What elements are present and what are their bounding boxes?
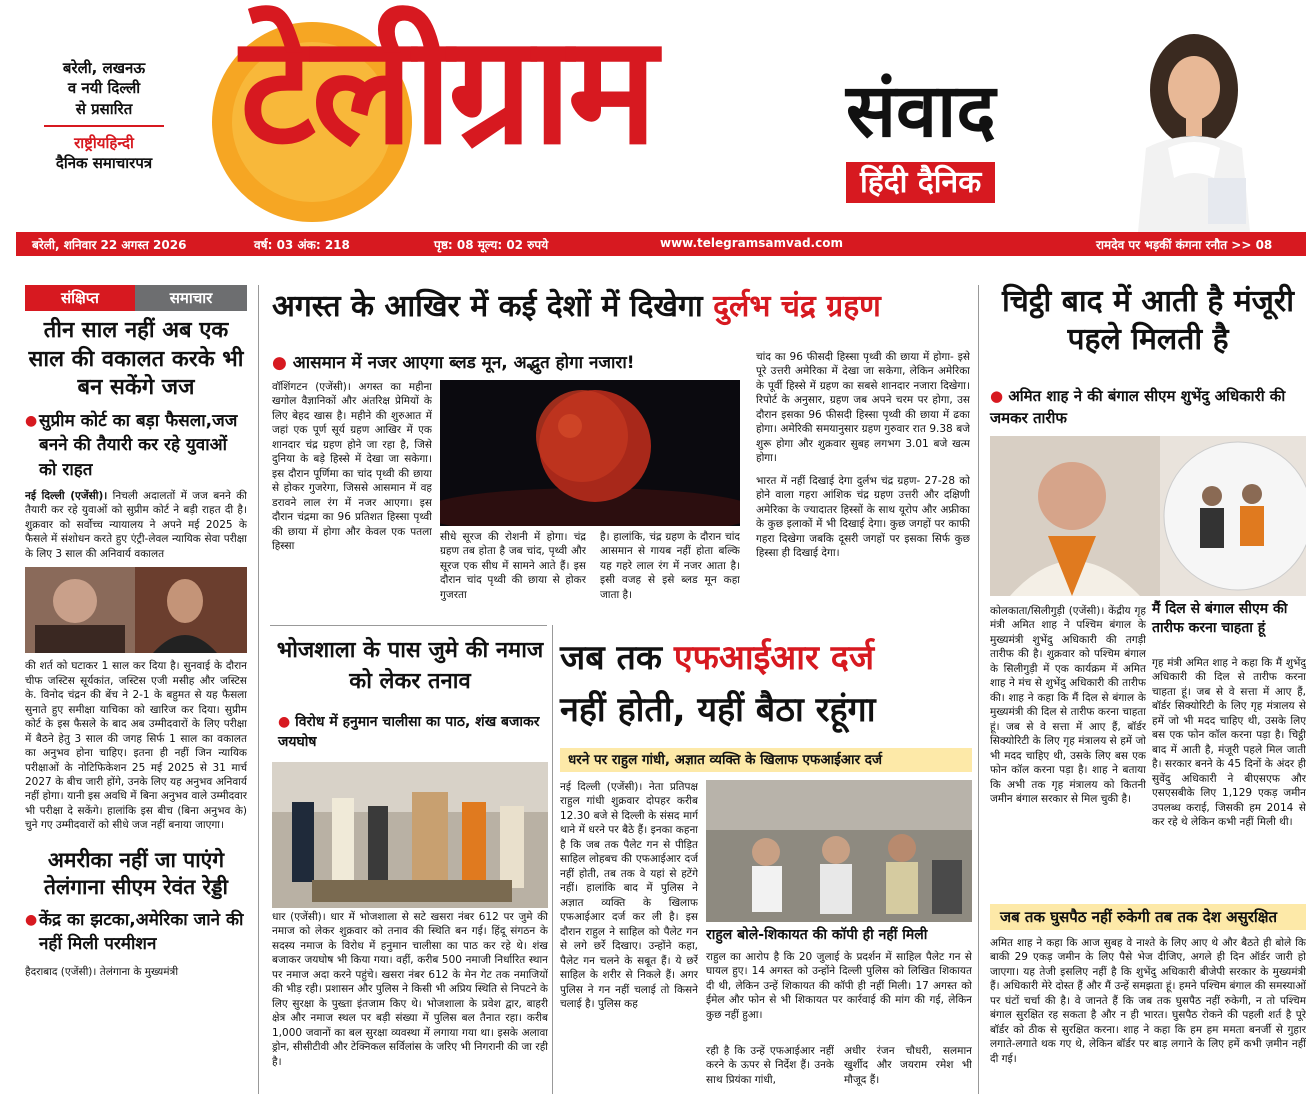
column-divider bbox=[258, 285, 259, 1094]
bullet-icon: ● bbox=[25, 412, 38, 429]
rahul-inset-text: राहुल का आरोप है कि 20 जुलाई के प्रदर्शन में साहिल पैलेट गन से घायल हुए। 14 अगस्त को उन्होंने दिल्ली पुलिस को लिखित शिकायत दी थी, लेकिन उन्हें शिकायत की कॉपी ही नहीं मिली। 17 अगस्त को ईमेल और फोन से भी शिकायत पर कार्रवाई की मांग की गई, लेकिन कुछ नहीं हुआ। bbox=[706, 951, 972, 1021]
bullet-icon: ● bbox=[990, 387, 1004, 405]
shah-col-1: कोलकाता/सिलीगुड़ी (एजेंसी)। केंद्रीय गृह मंत्री अमित शाह ने पश्चिम बंगाल के मुख्यमंत्री शुभेंदु अधिकारी की तगड़ी तारीफ की है। शुक्रवार को पश्चिम बंगाल के सिलीगुड़ी में एक कार्यक्रम में अमित शाह ने मंच से शुभेंदु अधिकारी की तारीफ की। शाह ने कहा कि मैं दिल से बंगाल के मुख्यमंत्री की दिल से तारीफ करना चाहता हूं। जब से वे सत्ता में आए हैं, बॉर्डर सिक्योरिटी के लिए गृह मंत्रालय से हमें जो भी मदद चाहिए थी, उसके लिए बस एक फोन कॉल करना पड़ा है। शाह ने बताया कि अभी तक गृह मंत्रालय को कितनी जमीन बंगाल सरकार से मिल चुकी है। bbox=[990, 605, 1146, 806]
bhojshala-body: धार (एजेंसी)। धार में भोजशाला से सटे खसरा नंबर 612 पर जुमे की नमाज को लेकर शुक्रवार को तनाव की स्थिति बन गई। हिंदू संगठन के सदस्य नमाज के विरोध में हनुमान चालीसा का पाठ कर रहे थे। शंख बजाकर जयघोष भी किया गया। वहीं, करीब 500 नमाजी निर्धारित स्थान पर नमाज अदा करने पहुंचे। खसरा नंबर 612 के मेन गेट तक नमाजियों की भीड़ रही। प्रशासन और पुलिस ने किसी भी अप्रिय स्थिति से निपटने के लिए सुरक्षा के पुख्ता इंतजाम किए थे। भोजशाला के प्रवेश द्वार, बाहरी क्षेत्र और नमाज स्थल पर बड़ी संख्या में पुलिस बल तैनात रहा। करीब 1,000 जवानों का बल सुरक्षा व्यवस्था में लगाया गया था। इसके अलावा ड्रोन, सीसीटीवी और टेक्निकल सर्विलांस के जरिए भी निगरानी की जा रही है। bbox=[272, 911, 548, 1068]
pages-price: पृष्ठ: 08 मूल्य: 02 रुपये bbox=[434, 238, 549, 252]
rahul-headline-line1 bbox=[560, 640, 874, 677]
national-line-2: दैनिक समाचारपत्र bbox=[55, 154, 153, 172]
story-headline: तीन साल नहीं अब एक साल की वकालत करके भी बन सकेंगे जज bbox=[28, 318, 244, 401]
rahul-protest-photo-image bbox=[706, 780, 972, 922]
column-divider bbox=[978, 285, 979, 1094]
broadcast-line-3: से प्रसारित bbox=[75, 99, 133, 118]
divider bbox=[44, 125, 164, 127]
shah-bullet bbox=[990, 386, 1306, 430]
bullet-text: अमित शाह ने की बंगाल सीएम शुभेंदु अधिकारी की जमकर तारीफ bbox=[990, 387, 1286, 427]
inside-teaser[interactable]: रामदेव पर भड़कीं कंगना रनौत >> 08 bbox=[1096, 238, 1273, 252]
bullet-icon: ● bbox=[278, 714, 291, 730]
shah-col-2: गृह मंत्री अमित शाह ने कहा कि मैं शुभेंदु अधिकारी की दिल से तारीफ करना चाहता हूं। जब से वे सत्ता में आए हैं, बॉर्डर सिक्योरिटी के लिए गृह मंत्रालय से हमें जो भी मदद चाहिए थी, उसके लिए बस एक फोन कॉल करना पड़ा है। चिट्ठी बाद में आती है, मंजूरी पहले मिल जाती है। सरकार बनने के 45 दिनों के अंदर ही सुवेंदु अधिकारी ने बीएसएफ और एसएसबीके लिए 1,129 एकड़ जमीन उपलब्ध कराई, जिसकी हम 2014 से कर रहे थे लेकिन कभी नहीं मिली थी। bbox=[1152, 657, 1306, 829]
rahul-col-2: रही है कि उन्हें एफआईआर नहीं करने के ऊपर से निर्देश हैं। उनके साथ प्रियंका गांधी, bbox=[706, 1045, 834, 1086]
shah-box-text: अमित शाह ने कहा कि आज सुबह वे नाश्ते के लिए आए थे और बैठते ही बोले कि बाकी 29 एकड़ जमीन के लिए पैसे भेज दीजिए, अगले ही दिन ऑर्डर जारी हो जाएगा। यह तेजी इसलिए नहीं है कि शुभेंदु अधिकारी बीजेपी सरकार के मुख्यमंत्री हैं। अधिकारी मेरे दोस्त हैं और मैं उन्हें समझता हूं। हमने पश्चिम बंगाल की समस्याओं पर घंटों चर्चा की है। वे जानते हैं कि जब तक घुसपैठ नहीं रुकेगी, न तो पश्चिम बंगाल सुरक्षित रह सकता है और न ही भारत। घुसपैठ रोकने की पहली शर्त है पूरे बॉर्डर को ठीक से सुरक्षित करना। शाह ने कहा कि हम हम ममता बनर्जी से गुहार लगाते-लगाते थक गए थे, लेकिन बॉर्डर पर बाड़ लगाने के लिए हमें कभी ज़मीन नहीं दी गई। bbox=[990, 937, 1306, 1065]
tab-brief: संक्षिप्त bbox=[25, 285, 135, 311]
eclipse-col-4 bbox=[756, 350, 970, 612]
bhojshala-bullet bbox=[278, 712, 548, 753]
kangana-portrait-image bbox=[1128, 28, 1260, 232]
tab-news: समाचार bbox=[135, 285, 247, 311]
headline-part-black: जब तक bbox=[560, 638, 662, 678]
rahul-inset-headline: राहुल बोले-शिकायत की कॉपी ही नहीं मिली bbox=[706, 927, 928, 943]
place-date: बरेली, शनिवार 22 अगस्त 2026 bbox=[32, 238, 187, 252]
eclipse-bullet bbox=[272, 350, 635, 373]
bullet-icon: ● bbox=[272, 353, 287, 373]
bullet-text: विरोध में हनुमान चालीसा का पाठ, शंख बजाकर जयघोष bbox=[278, 714, 540, 751]
masthead bbox=[0, 0, 1315, 232]
rahul-col-3: अधीर रंजन चौधरी, सलमान खुर्शीद और जयराम रमेश भी मौजूद हैं। bbox=[844, 1045, 972, 1086]
info-strip bbox=[16, 232, 1306, 256]
rahul-headline-line2: नहीं होती, यहीं बैठा रहूंगा bbox=[560, 690, 876, 730]
shah-box-headline: जब तक घुसपैठ नहीं रुकेगी तब तक देश असुरक्षित bbox=[990, 904, 1306, 930]
shah-subhead: मैं दिल से बंगाल सीएम की तारीफ करना चाहता हूं bbox=[1152, 601, 1288, 636]
eclipse-col-3: है। हालांकि, चंद्र ग्रहण के दौरान चांद आसमान से गायब नहीं होता बल्कि यह गहरे लाल रंग में नजर आता है। इसी वजह से इसे ब्लड मून कहा जाता है। bbox=[600, 531, 740, 601]
brand-suffix: संवाद bbox=[846, 68, 996, 154]
story-subhead bbox=[25, 409, 247, 483]
rahul-col-1: नई दिल्ली (एजेंसी)। नेता प्रतिपक्ष राहुल गांधी शुक्रवार दोपहर करीब 12.30 बजे से दिल्ली के संसद मार्ग थाने में धरने पर बैठे हैं। इनका कहना है कि जब तक पैलेट गन से पीड़ित साहिल लोहबच की एफआईआर दर्ज नहीं होती, तब तक वे यहां से हटेंगे नहीं। हालांकि बाद में पुलिस ने अज्ञात व्यक्ति के खिलाफ एफआईआर दर्ज कर ली है। इस दौरान राहुल ने साहिल को पैलेट गन से लगे छर्रे दिखाए। उन्होंने कहा, पैलेट गन चलने के सबूत हैं। ये छर्रे साहिल के शरीर से निकले हैं। अगर पुलिस ने गन नहीं चलाई तो किसने चलाई है। पुलिस कह bbox=[560, 781, 698, 1011]
broadcast-line-2: व नयी दिल्ली bbox=[67, 79, 141, 98]
website-link[interactable]: www.telegramsamvad.com bbox=[660, 236, 843, 250]
eclipse-visibility-text: चांद का 96 फीसदी हिस्सा पृथ्वी की छाया में होगा- इसे पूरे उत्तरी अमेरिका में देखा जा सकेगा, लेकिन अमेरिका के पूर्वी हिस्से में ग्रहण का सबसे शानदार नजारा दिखेगा। रिपोर्ट के अनुसार, ग्रहण जब अपने चरम पर होगा, उस दौरान इसका 96 फीसदी हिस्सा पृथ्वी की छाया में ढका होगा। अमेरिकी समयानुसार ग्रहण गुरुवार रात 9.38 बजे शुरू होगा और शुक्रवार सुबह लगभग 3.01 बजे खत्म होगा। bbox=[756, 351, 970, 465]
bullet-icon: ● bbox=[25, 911, 38, 928]
brand-title: टेलीग्राम bbox=[240, 4, 654, 178]
eclipse-india-text: भारत में नहीं दिखाई देगा दुर्लभ चंद्र ग्रहण- 27-28 को होने वाला गहरा आंशिक चंद्र ग्रहण उत्तरी और दक्षिणी अमेरिका के ज्यादातर हिस्सों के साथ यूरोप और अफ्रीका के कुछ इलाकों में भी दिखाई देगा। कुछ जगहों पर काफी गहरा दिखेगा जबकि दूसरी जगहों पर इसका सिर्फ कुछ हिस्सा ही दिखाई देगा। bbox=[756, 474, 970, 560]
column-divider bbox=[552, 625, 553, 1094]
broadcast-line-1: बरेली, लखनऊ bbox=[62, 59, 146, 77]
section-rule bbox=[270, 625, 547, 626]
body-text: निचली अदालतों में जज बनने की तैयारी कर रहे युवाओं को सुप्रीम कोर्ट ने बड़ी राहत दी है। शुक्रवार को सर्वोच्च न्यायालय ने अपने मई 2025 के फैसले में संशोधन करते हुए एंट्री-लेवल न्यायिक सेवा परीक्षा के लिए 3 साल की अनिवार्य वकालत bbox=[25, 489, 247, 560]
headline-part-black: अगस्त के आखिर में कई देशों में दिखेगा bbox=[272, 289, 703, 324]
bhojshala-crowd-photo-image bbox=[272, 762, 548, 908]
story-subhead-2 bbox=[25, 908, 247, 957]
story-body bbox=[25, 489, 247, 561]
volume-issue: वर्ष: 03 अंक: 218 bbox=[254, 238, 350, 252]
shah-headline: चिट्ठी बाद में आती है मंजूरी पहले मिलती है bbox=[1002, 284, 1294, 357]
rahul-strapline: धरने पर राहुल गांधी, अज्ञात व्यक्ति के खिलाफ एफआईआर दर्ज bbox=[560, 748, 972, 772]
dateline: नई दिल्ली (एजेंसी)। bbox=[25, 489, 108, 502]
bullet-text: आसमान में नजर आएगा ब्लड मून, अद्भुत होगा नजारा! bbox=[292, 353, 635, 373]
broadcast-info bbox=[34, 58, 174, 173]
subhead-text: केंद्र का झटका,अमेरिका जाने की नहीं मिली परमीशन bbox=[39, 909, 244, 955]
eclipse-headline bbox=[272, 290, 881, 323]
story-headline-2: अमरीका नहीं जा पाएंगे तेलंगाना सीएम रेवंत रेड्डी bbox=[44, 847, 228, 900]
eclipse-col-1: वॉशिंगटन (एजेंसी)। अगस्त का महीना खगोल वैज्ञानिकों और अंतरिक्ष प्रेमियों के लिए बेहद खास है। महीने की शुरुआत में जहां एक पूर्ण सूर्य ग्रहण आखिर में एक शानदार चंद्र ग्रहण होने जा रहा है, जिसे दुनिया के बड़े हिस्से में देखा जा सकेगा। इस दौरान पूर्णिमा का चांद पृथ्वी की छाया से होकर गुजरेगा, जिससे आसमान में वह डरावने लाल रंग में नजर आएगा। इस दौरान चंद्रमा का 96 प्रतिशत हिस्सा पृथ्वी की छाया में होगा और केवल एक पतला हिस्सा bbox=[272, 381, 432, 553]
daily-label: हिंदी दैनिक bbox=[846, 162, 995, 203]
headline-part-red: दुर्लभ चंद्र ग्रहण bbox=[713, 289, 881, 324]
brief-news-column bbox=[25, 285, 247, 1094]
eclipse-col-2: सीधे सूरज की रोशनी में होगा। चंद्र ग्रहण तब होता है जब चांद, पृथ्वी और सूरज एक सीध में सामने आते हैं। इस दौरान चांद पृथ्वी की छाया से होकर गुजरता bbox=[440, 531, 586, 601]
section-tabs bbox=[25, 285, 247, 311]
court-photo-image bbox=[25, 567, 247, 653]
headline-part-red: एफआईआर दर्ज bbox=[673, 638, 875, 678]
story-tail: हैदराबाद (एजेंसी)। तेलंगाना के मुख्यमंत्री bbox=[25, 965, 179, 978]
bhojshala-headline: भोजशाला के पास जुमे की नमाज को लेकर तनाव bbox=[276, 638, 544, 694]
story-body-continued: की शर्त को घटाकर 1 साल कर दिया है। सुनवाई के दौरान चीफ जस्टिस सूर्यकांत, जस्टिस एजी मसीह और जस्टिस के. विनोद चंद्रन की बेंच ने 2-1 के बहुमत से यह फैसला सुनाते हुए समीक्षा याचिका को खारिज कर दिया। सुप्रीम कोर्ट के इस फैसले के बाद अब उम्मीदवारों के लिए परीक्षा में बैठने हेतु 3 साल की जगह सिर्फ 1 साल का वकालत का अनुभव होना चाहिए। इतना ही नहीं जिन न्यायिक परीक्षाओं के नोटिफिकेशन 25 मई 2025 से 31 मार्च 2027 के बीच जारी होंगे, उनके लिए यह अनुभव अनिवार्य नहीं होगा। यानी इस अवधि में बिना अनुभव वाले उम्मीदवार भी परीक्षा दे सकेंगे। हालांकि इस बीच (बिना अनुभव के) चुने गए उम्मीदवारों को सीधे जज नहीं बनाया जाएगा। bbox=[25, 660, 247, 832]
subhead-text: सुप्रीम कोर्ट का बड़ा फैसला,जज बनने की तैयारी कर रहे युवाओं को राहत bbox=[39, 410, 238, 481]
amit-shah-photo-image bbox=[990, 436, 1306, 596]
blood-moon-image bbox=[440, 380, 740, 526]
national-line-1: राष्ट्रीयहिन्दी bbox=[74, 133, 134, 152]
